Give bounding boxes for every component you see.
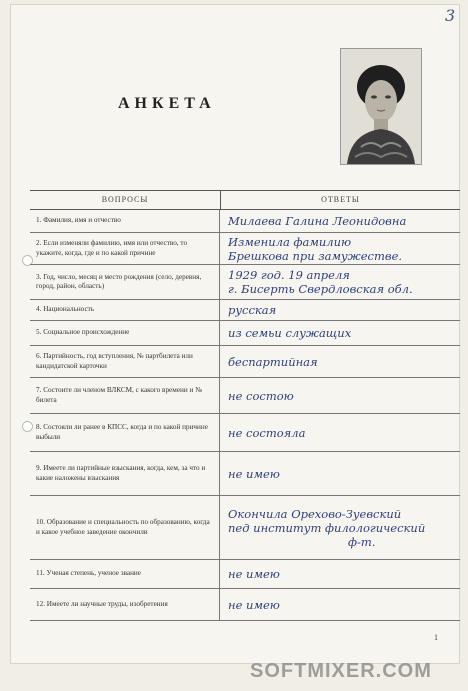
- table-row: [30, 321, 460, 346]
- answer-line: Милаева Галина Леонидовна: [228, 214, 407, 228]
- question-label: 11. Ученая степень, ученое звание: [30, 560, 220, 588]
- answers-header: ОТВЕТЫ: [321, 195, 360, 204]
- question-label: 8. Состояли ли ранее в КПСС, когда и по какой причине выбыли: [30, 414, 220, 451]
- answer-line: не имею: [228, 466, 280, 481]
- table-row: [30, 265, 460, 300]
- answer-line: ф-т.: [348, 534, 376, 549]
- printed-page-number: 1: [434, 633, 438, 642]
- question-label: 12. Имеете ли научные труды, изобретения: [30, 589, 220, 620]
- question-label: 2. Если изменяли фамилию, имя или отчество, то укажите, когда, где и по какой причине: [30, 233, 220, 264]
- answer-value: [220, 233, 460, 264]
- form-title: АНКЕТА: [118, 95, 216, 112]
- question-label: 4. Национальность: [30, 300, 220, 320]
- answer-line: 1929 год. 19 апреля: [228, 268, 350, 282]
- table-row: [30, 233, 460, 265]
- answer-value: [220, 346, 460, 377]
- question-label: 6. Партийность, год вступления, № партбилета или кандидатской карточки: [30, 346, 220, 377]
- answer-value: [220, 300, 460, 320]
- site-watermark: SOFTMIXER.COM: [250, 660, 432, 682]
- table-row: [30, 378, 460, 414]
- table-row: [30, 414, 460, 452]
- table-row: [30, 346, 460, 378]
- answer-value: [220, 414, 460, 451]
- answer-line: Окончила Орехово-Зуевский: [228, 506, 402, 521]
- answer-line: г. Бисерть Свердловская обл.: [228, 282, 413, 296]
- question-label: 9. Имеете ли партийные взыскания, когда, кем, за что и какие наложены взыскания: [30, 452, 220, 495]
- table-row: [30, 560, 460, 589]
- table-row: [30, 210, 460, 233]
- handwritten-page-number: 3: [445, 6, 456, 25]
- question-label: 1. Фамилия, имя и отчество: [30, 210, 220, 232]
- answer-line: не имею: [228, 567, 280, 581]
- answer-value: [220, 560, 460, 588]
- portrait-photo: [340, 48, 422, 165]
- answer-line: русская: [228, 303, 277, 317]
- answer-line: не состою: [228, 388, 294, 403]
- table-row: [30, 496, 460, 560]
- table-row: [30, 589, 460, 621]
- answer-line: не имею: [228, 597, 280, 612]
- table-row: [30, 452, 460, 496]
- answer-line: не состояла: [228, 425, 306, 440]
- answer-value: [220, 452, 460, 495]
- table-row: [30, 300, 460, 321]
- question-label: 10. Образование и специальность по образованию, когда и какое учебное заведение окончили: [30, 496, 220, 559]
- answer-value: [220, 210, 460, 232]
- answer-value: [220, 378, 460, 413]
- answer-line: из семьи служащих: [228, 326, 352, 340]
- answer-value: [220, 321, 460, 345]
- questionnaire-table: [30, 190, 460, 621]
- question-label: 3. Год, число, месяц и место рождения (село, деревня, город, район, область): [30, 265, 220, 299]
- answer-line: пед институт филологический: [228, 520, 426, 535]
- table-header: [30, 191, 460, 210]
- answer-value: [220, 496, 460, 559]
- question-label: 5. Социальное происхождение: [30, 321, 220, 345]
- questions-header: ВОПРОСЫ: [30, 191, 221, 209]
- answer-line: Брешкова при замужестве.: [228, 248, 403, 263]
- question-label: 7. Состоите ли членом ВЛКСМ, с какого времени и № билета: [30, 378, 220, 413]
- answer-line: Изменила фамилию: [228, 234, 352, 249]
- answer-value: [220, 265, 460, 299]
- answer-value: [220, 589, 460, 620]
- answer-line: беспартийная: [228, 354, 318, 369]
